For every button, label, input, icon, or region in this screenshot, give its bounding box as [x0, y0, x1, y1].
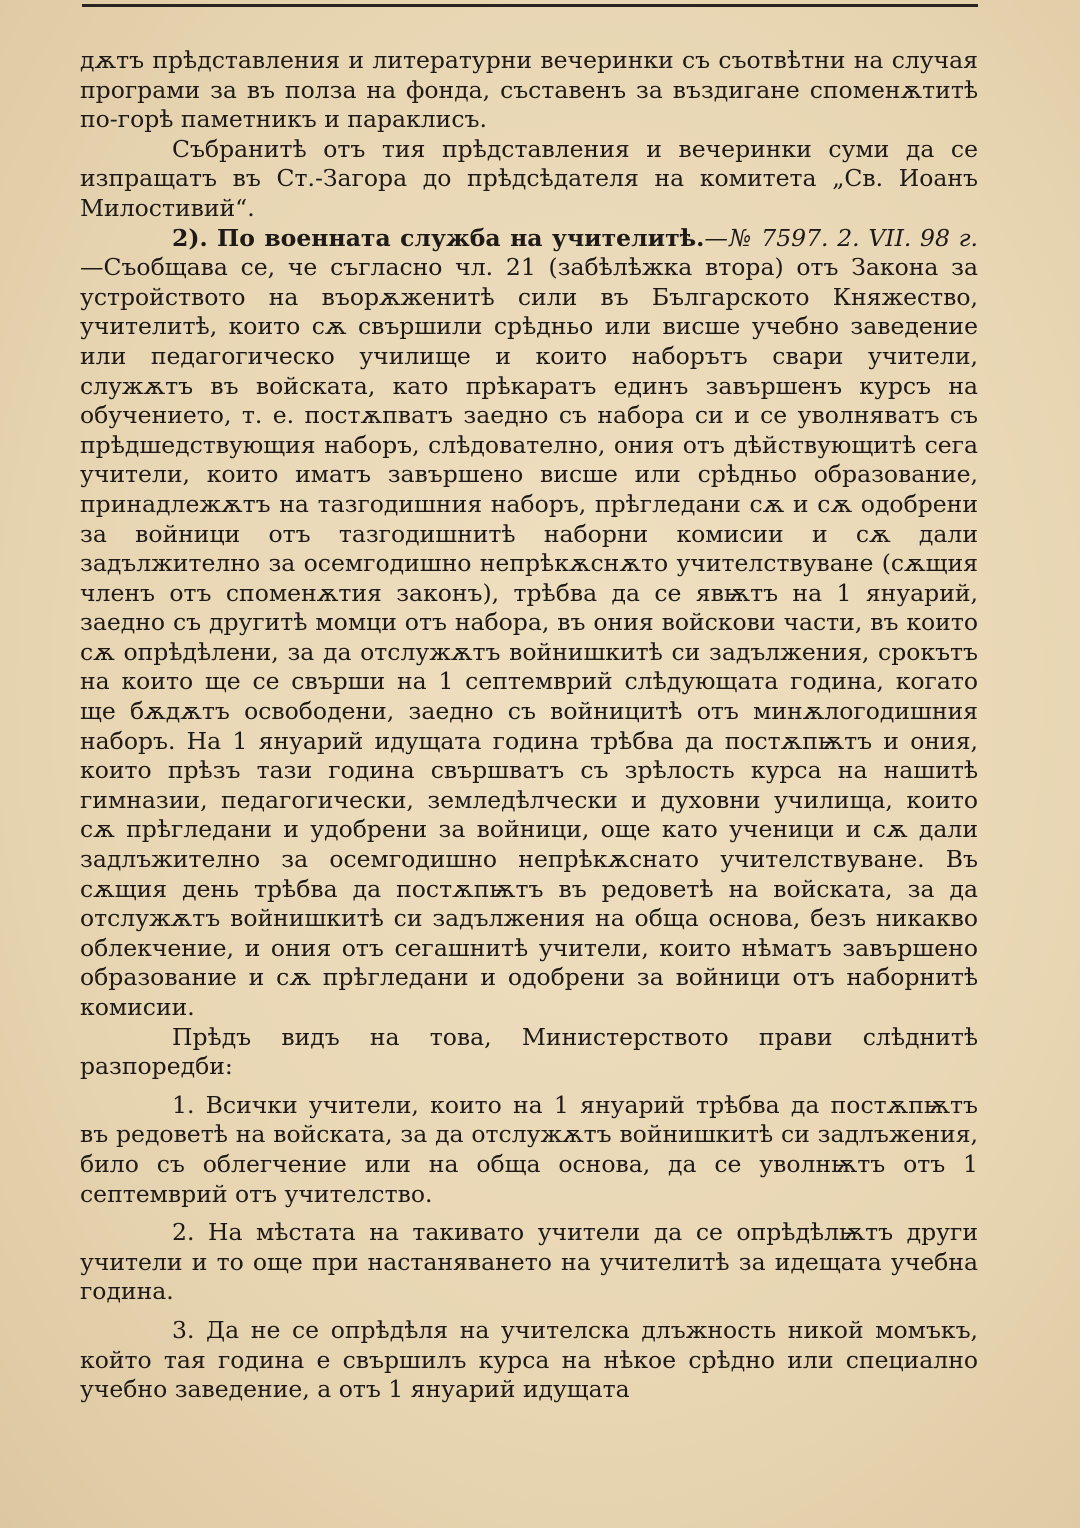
paragraph-3-body: —Съобщава се, че съгласно чл. 21 (забѣлѣжка втора) отъ Закона за устройството на въорѫженитѣ сили въ Българското Княжество, учителитѣ, които сѫ свършили срѣдньо или висше учебно заведение или педагогическо училище и които наборътъ свари учители, служѫтъ въ войската, като прѣкаратъ единъ завършенъ курсъ на обучението, т. е. постѫпватъ заедно съ набора си и се уволняватъ съ прѣдшедствующия наборъ, слѣдователно, ония отъ дѣйствующитѣ сега учители, които иматъ завършено висше или срѣдньо образование, принадлежѫтъ на тазгодишния наборъ, прѣгледани сѫ и сѫ одобрени за войници отъ тазгодишнитѣ наборни комисии и сѫ дали задължително за осемгодишно непрѣкѫснѫто учителствуване (сѫщия членъ отъ споменѫтия законъ), трѣбва да се явѭтъ на 1 януарий, заедно съ другитѣ момци отъ набора, въ ония войскови части, въ които сѫ опрѣдѣлени, за да отслужѫтъ войнишкитѣ си задължения, срокътъ на които ще се свърши на 1 септемврий слѣдующата година, когато ще бѫдѫтъ освободени, заедно съ войницитѣ отъ минѫлогодишния наборъ. На 1 януарий идущата година трѣбва да постѫпѭтъ и ония, които прѣзъ тази година свършватъ съ зрѣлость курса на нашитѣ гимназии, педагогически, земледѣлчески и духовни училища, които сѫ прѣгледани и удобрени за войници, още като ученици и сѫ дали задлъжително за осемгодишно непрѣкѫснато учителствуване. Въ сѫщия день трѣбва да постѫпѭтъ въ редоветѣ на войската, за да отслужѫтъ войнишкитѣ си задължения на обща основа, безъ никакво облекчение, и ония отъ сегашнитѣ учители, които нѣматъ завършено образование и сѫ прѣгледани и одобрени за войници отъ наборнитѣ комисии. [80, 253, 978, 1021]
top-rule [82, 4, 978, 7]
paragraph-2: Събранитѣ отъ тия прѣдставления и вечеринки суми да се изпращатъ въ Ст.-Загора до прѣдсѣдателя на комитета „Св. Иоанъ Милостивий“. [80, 134, 978, 222]
list-item-2: 2. На мѣстата на такивато учители да се опрѣдѣлѭтъ други учители и то още при настаняването на учителитѣ за идещата учебна година. [80, 1218, 978, 1306]
document-body [80, 46, 978, 1405]
section-heading: 2). По военната служба на учителитѣ. [172, 223, 705, 252]
document-reference: —№ 7597. 2. VII. 98 г. [704, 223, 978, 252]
paragraph-1: дѫтъ прѣдставления и литературни вечеринки съ съотвѣтни на случая програми за въ полза на фонда, съставенъ за въздигане споменѫтитѣ по-горѣ паметникъ и параклисъ. [80, 46, 978, 134]
list-item-1: 1. Всички учители, които на 1 януарий трѣбва да постѫпѭтъ въ редоветѣ на войската, за да отслужѫтъ войнишкитѣ си задлъжения, било съ облегчение или на обща основа, да се уволнѭтъ отъ 1 септемврий отъ учителство. [80, 1090, 978, 1208]
paragraph-3 [80, 224, 978, 1023]
list-item-3: 3. Да не се опрѣдѣля на учителска длъжность никой момъкъ, който тая година е свършилъ курса на нѣкое срѣдно или специално учебно заведение, а отъ 1 януарий идущата [80, 1315, 978, 1404]
paragraph-4: Прѣдъ видъ на това, Министерството прави слѣднитѣ разпоредби: [80, 1022, 978, 1081]
